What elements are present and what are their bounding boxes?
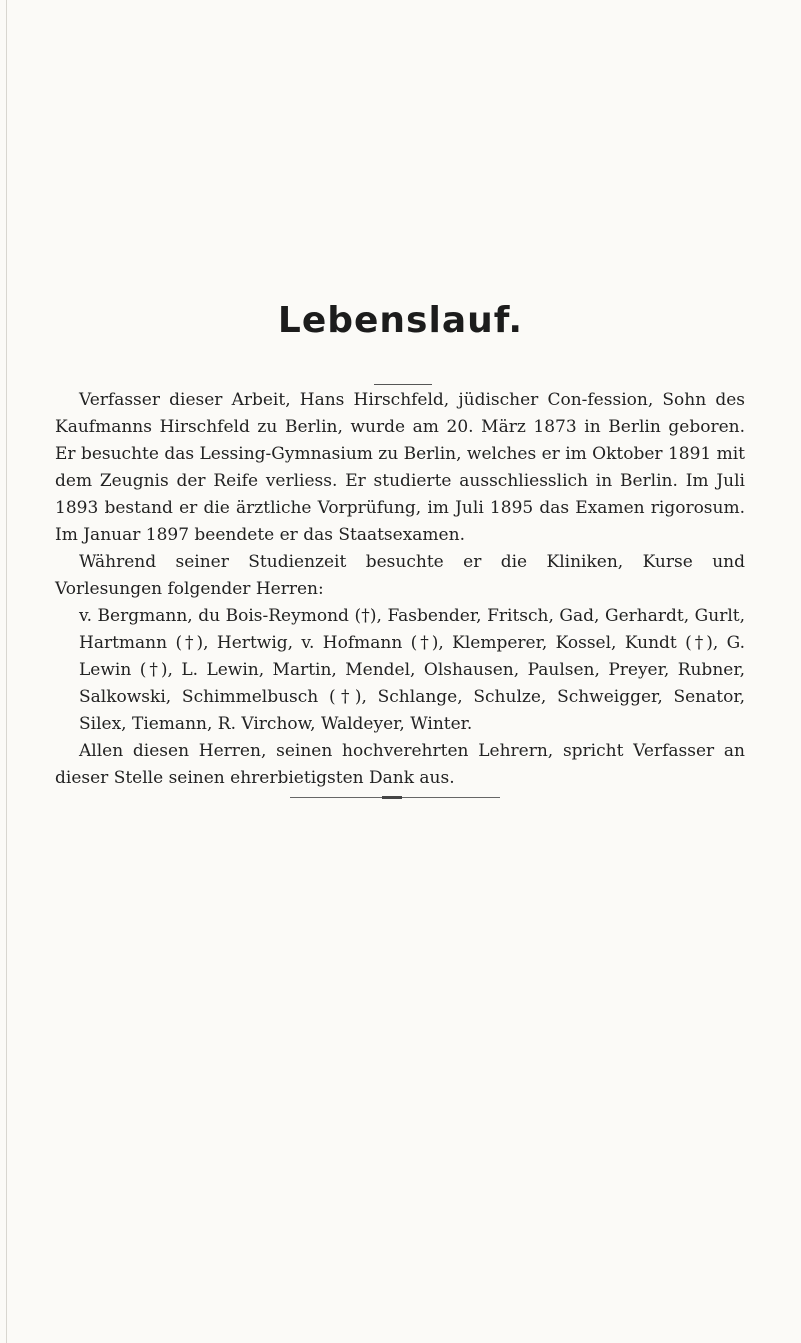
closing-divider-ornament bbox=[382, 796, 402, 799]
page-title: Lebenslauf. bbox=[277, 300, 524, 341]
paragraph-teachers-list: v. Bergmann, du Bois-Reymond (†), Fasbender, Fritsch, Gad, Gerhardt, Gurlt, Hartmann (†), Hertwig, v. Hofmann (†), Klemperer, Kossel, Kundt (†), G. Lewin (†), L. Lewin, Martin, Mendel, Olshausen, Paulsen, Preyer, Rubner, Salkowski, Schimmelbusch (†), Schlange, Schulze, Schweigger, Senator, Silex, Tiemann, R. Virchow, Waldeyer, Winter. bbox=[79, 606, 745, 734]
title-divider bbox=[374, 384, 432, 385]
paragraph-thanks: Allen diesen Herren, seinen hochverehrten Lehrern, spricht Verfasser an dieser Stelle seinen ehrerbietigsten Dank aus. bbox=[55, 741, 745, 788]
document-body bbox=[55, 387, 745, 792]
page-edge-line bbox=[6, 0, 7, 1343]
paragraph-biography: Verfasser dieser Arbeit, Hans Hirschfeld, jüdischer Con-fession, Sohn des Kaufmanns Hirschfeld zu Berlin, wurde am 20. März 1873 in Berlin geboren. Er besuchte das Lessing-Gymnasium zu Berlin, welches er im Oktober 1891 mit dem Zeugnis der Reife verliess. Er studierte ausschliesslich in Berlin. Im Juli 1893 bestand er die ärztliche Vorprüfung, im Juli 1895 das Examen rigorosum. Im Januar 1897 beendete er das Staatsexamen. bbox=[55, 390, 746, 545]
paragraph-study-intro: Während seiner Studienzeit besuchte er die Kliniken, Kurse und Vorlesungen folgender Herren: bbox=[55, 552, 745, 599]
